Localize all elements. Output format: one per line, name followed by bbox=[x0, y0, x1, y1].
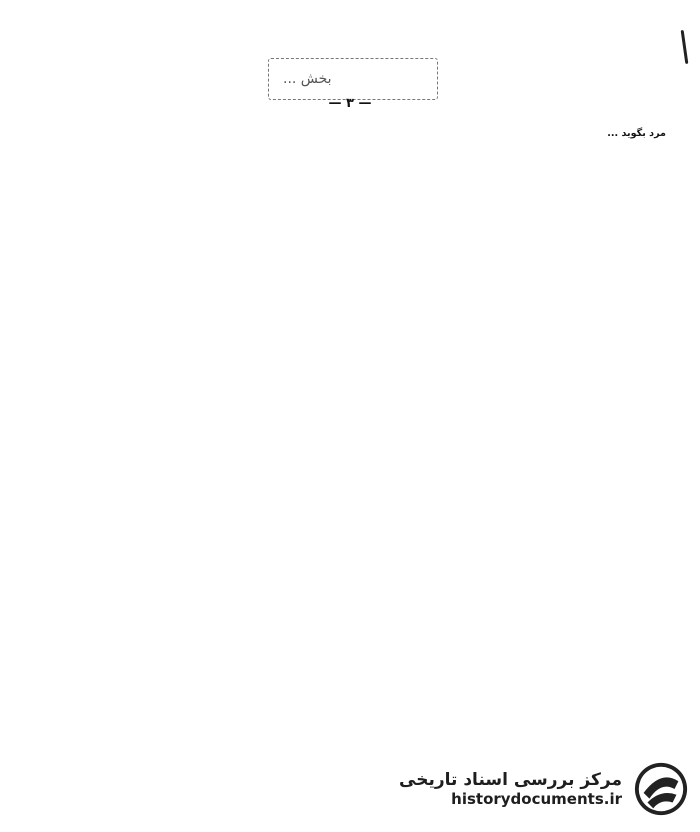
watermark-url: historydocuments.ir bbox=[451, 790, 622, 808]
text-line: مرد بگوید ... bbox=[607, 128, 666, 139]
page-number: — ۳ — bbox=[328, 96, 372, 111]
paragraph-body bbox=[40, 122, 666, 146]
stamp-text: بخش ... bbox=[283, 71, 332, 87]
margin-pen-mark bbox=[681, 30, 689, 64]
watermark bbox=[390, 752, 690, 826]
watermark-org-name: مرکز بررسی اسناد تاریخی bbox=[399, 770, 622, 790]
archive-logo-icon bbox=[632, 760, 690, 818]
watermark-text bbox=[399, 770, 622, 808]
document-stamp bbox=[268, 58, 438, 100]
